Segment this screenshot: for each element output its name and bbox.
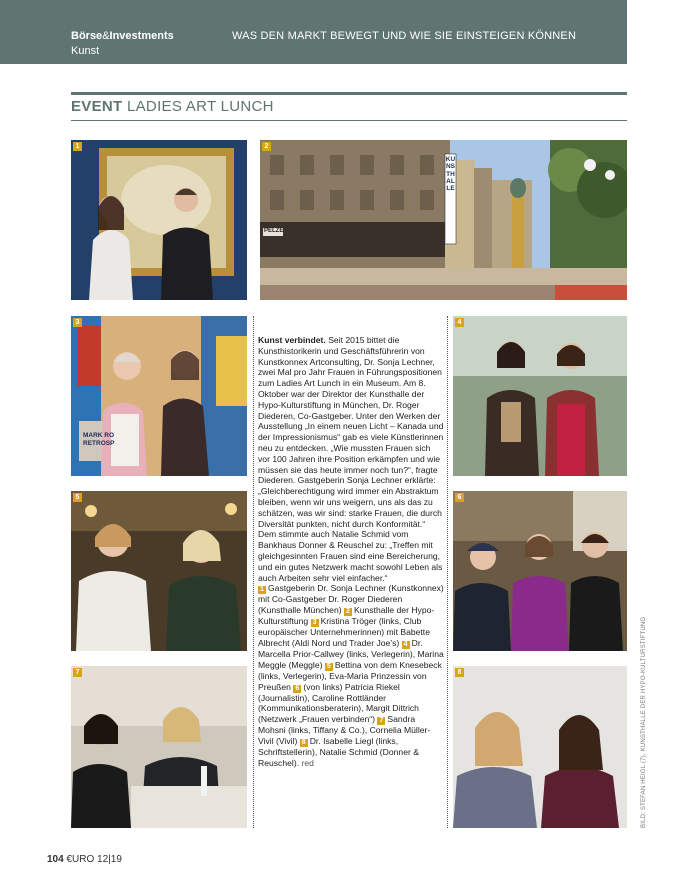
poster-text: MARK RO <box>83 432 115 439</box>
poster-text: RETROSP <box>83 440 115 447</box>
photo-6 <box>453 491 627 651</box>
kunsthalle-sign: KUNSTHALLE <box>445 156 456 193</box>
page-number: 104 <box>47 854 64 865</box>
photo-2 <box>260 140 627 300</box>
article-text <box>258 335 444 769</box>
photo-number: 2 <box>262 142 271 151</box>
photo-number: 1 <box>73 142 82 151</box>
section-name: Börse&Investments <box>71 30 174 42</box>
photo-number: 6 <box>455 493 464 502</box>
photo-number: 3 <box>73 318 82 327</box>
photo-5 <box>71 491 247 651</box>
photo-8 <box>453 666 627 828</box>
header-tagline: WAS DEN MARKT BEWEGT UND WIE SIE EINSTEIGEN KÖNNEN <box>232 30 577 42</box>
photo-4 <box>453 316 627 476</box>
photo-7 <box>71 666 247 828</box>
photo-credit: BILD: STEFAN HEIGL (7), KUNSTHALLE DER HYPO-KULTURSTIFTUNG <box>641 616 647 828</box>
photo-number: 7 <box>73 668 82 677</box>
page-title: EVENT LADIES ART LUNCH <box>71 98 274 115</box>
shop-sign: PELZE <box>264 228 284 234</box>
photo-3 <box>71 316 247 476</box>
section-header <box>0 0 627 64</box>
page-footer <box>47 854 122 865</box>
article-body: Kunst verbindet. Seit 2015 bittet die Kunsthistorikerin und Geschäftsführerin von Kunstkonnex Artconsulting, Dr. Sonja Lechner, zwei Mal pro Jahr Frauen in Führungspositionen zum Ladies Art Lunch in ein Museum. Am 8. Oktober war der Direktor der Kunsthalle der Hypo-Kulturstiftung in München, Dr. Roger Diederen, Co-Gastgeber. Unter den Werken der Ausstellung „In einem neuen Licht – Kanada und der Impressionismus“ gab es viele Künstlerinnen neu zu entdecken. „Wie mussten Frauen sich vor 100 Jahren ihre Position erkämpfen und wie müssen sie das heute immer noch tun?“, fragte Diederen. Gastgeberin Sonja Lechner erklärte: „Gleichberechtigung wird immer ein Abstraktum bleiben, wenn wir uns weigern, uns als das zu schätzen, was wir sind: starke Frauen, die durch Diversität punkten, nicht durch Konformität.“ Dem stimmte auch Natalie Schmid vom Bankhaus Donner & Reuschel zu: „Treffen mit gleichgesinnten Frauen sind eine Bereicherung, und ein gutes Netzwerk macht sowohl Leben als auch Arbeiten sehr viel einfacher.“ <box>258 335 444 583</box>
subsection-name: Kunst <box>71 45 100 57</box>
photo-captions: 1 Gastgeberin Dr. Sonja Lechner (Kunstkonnex) mit Co-Gastgeber Dr. Roger Diederen (Kunsthalle München) 2 Kunsthalle der Hypo-Kulturstiftung 3 Kristina Tröger (links, Club europäischer Unternehmerinnen) mit Babette Albrecht (Aldi Nord und Trader Joe’s) 4 Dr. Marcella Prior-Callwey (links, Verlegerin), Marina Meggle (Meggle) 5 Bettina von dem Knesebeck (links, Verlegerin), Eva-Maria Prinzessin von Preußen 6 (von links) Patricia Riekel (Journalistin), Caroline Rottländer (Kommunikationsberaterin), Margit Dittrich (Netzwerk „Frauen verbinden“) 7 Sandra Mohsni (links, Tiffany & Co.), Cornelia Müller-Vivil (Vivil) 8 Dr. Isabelle Liegl (links, Schriftstellerin), Natalie Schmid (Donner & Reuschel). red <box>258 583 444 768</box>
photo-1 <box>71 140 247 300</box>
author-sign: red <box>301 757 314 768</box>
title-rule-bottom <box>71 120 627 121</box>
photo-number: 5 <box>73 493 82 502</box>
photo-number: 4 <box>455 318 464 327</box>
magazine-issue: €URO 12|19 <box>66 854 122 865</box>
title-rule-top <box>71 92 627 95</box>
photo-number: 8 <box>455 668 464 677</box>
